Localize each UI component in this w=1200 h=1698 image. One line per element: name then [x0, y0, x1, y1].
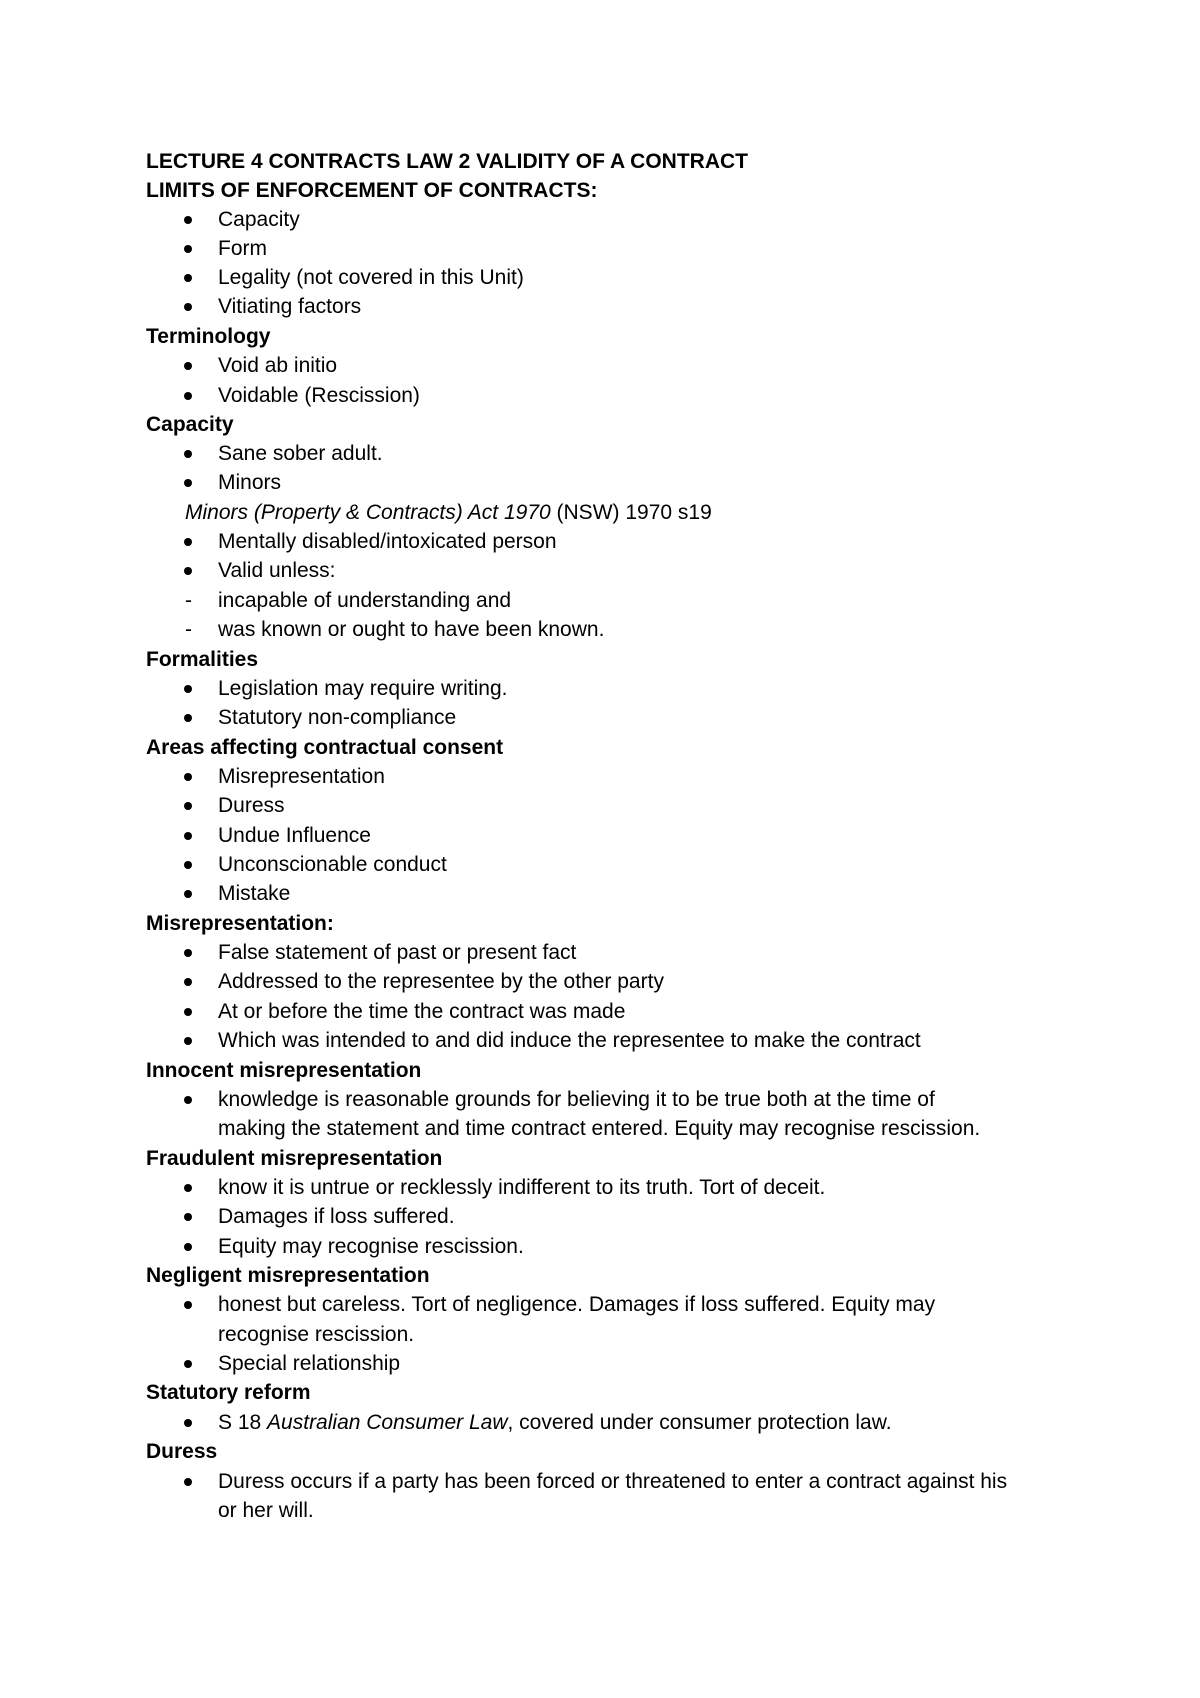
- section-heading-duress: Duress: [146, 1440, 218, 1463]
- bullet: [184, 1243, 192, 1251]
- bullet: [184, 274, 192, 282]
- act-title: Australian Consumer Law: [267, 1411, 508, 1434]
- list-item: honest but careless. Tort of negligence. Damages if loss suffered. Equity may: [0, 1291, 1200, 1319]
- list-item: Minors: [0, 469, 1200, 497]
- bullet: [184, 1478, 192, 1486]
- list-item-continuation: making the statement and time contract entered. Equity may recognise rescission.: [218, 1117, 981, 1140]
- bullet: [184, 1037, 192, 1045]
- list-item: Duress: [0, 792, 1200, 820]
- section-heading-negligent: Negligent misrepresentation: [146, 1264, 430, 1287]
- section-heading-capacity: Capacity: [146, 413, 234, 436]
- bullet: [184, 216, 192, 224]
- bullet: [184, 1419, 192, 1427]
- list-item: Mentally disabled/intoxicated person: [0, 528, 1200, 556]
- section-heading-misrepresentation: Misrepresentation:: [146, 912, 334, 935]
- bullet: [184, 1008, 192, 1016]
- list-item: Addressed to the representee by the other party: [0, 968, 1200, 996]
- section-heading-statutory: Statutory reform: [146, 1381, 311, 1404]
- dash-item: - was known or ought to have been known.: [0, 616, 1200, 644]
- list-item: False statement of past or present fact: [0, 939, 1200, 967]
- bullet: [184, 1301, 192, 1309]
- act-title: Minors (Property & Contracts) Act 1970: [185, 501, 551, 524]
- dash-item: - incapable of understanding and: [0, 587, 1200, 615]
- bullet: [184, 245, 192, 253]
- bullet: [184, 685, 192, 693]
- section-heading-fraudulent: Fraudulent misrepresentation: [146, 1147, 443, 1170]
- section-ref: S 18: [218, 1411, 268, 1434]
- list-item: Undue Influence: [0, 822, 1200, 850]
- list-item: Misrepresentation: [0, 763, 1200, 791]
- list-item: Legality (not covered in this Unit): [0, 264, 1200, 292]
- list-item-continuation: recognise rescission.: [218, 1323, 415, 1346]
- bullet: [184, 714, 192, 722]
- bullet: [184, 538, 192, 546]
- bullet: [184, 890, 192, 898]
- dash-marker: -: [185, 589, 192, 612]
- list-item: Mistake: [0, 880, 1200, 908]
- act-section: (NSW) 1970 s19: [550, 501, 712, 524]
- bullet: [184, 303, 192, 311]
- list-item: Form: [0, 235, 1200, 263]
- bullet: [184, 861, 192, 869]
- bullet: [184, 802, 192, 810]
- list-item-continuation: or her will.: [218, 1499, 314, 1522]
- bullet: [184, 392, 192, 400]
- dash-marker: -: [185, 618, 192, 641]
- list-item: Vitiating factors: [0, 293, 1200, 321]
- list-item: Damages if loss suffered.: [0, 1203, 1200, 1231]
- bullet: [184, 362, 192, 370]
- list-item: Duress occurs if a party has been forced or threatened to enter a contract against his: [0, 1468, 1200, 1496]
- list-item: Capacity: [0, 206, 1200, 234]
- document-title: LECTURE 4 CONTRACTS LAW 2 VALIDITY OF A CONTRACT: [146, 150, 748, 173]
- bullet: [184, 978, 192, 986]
- section-heading-innocent: Innocent misrepresentation: [146, 1059, 422, 1082]
- section-heading-limits: LIMITS OF ENFORCEMENT OF CONTRACTS:: [146, 179, 598, 202]
- list-item: Legislation may require writing.: [0, 675, 1200, 703]
- list-item: knowledge is reasonable grounds for believing it to be true both at the time of: [0, 1086, 1200, 1114]
- section-heading-consent: Areas affecting contractual consent: [146, 736, 504, 759]
- bullet: [184, 773, 192, 781]
- bullet: [184, 479, 192, 487]
- list-item: Equity may recognise rescission.: [0, 1233, 1200, 1261]
- bullet: [184, 1360, 192, 1368]
- list-item: At or before the time the contract was made: [0, 998, 1200, 1026]
- list-item: Special relationship: [0, 1350, 1200, 1378]
- list-item: [0, 1409, 1200, 1437]
- section-heading-formalities: Formalities: [146, 648, 259, 671]
- list-item: Sane sober adult.: [0, 440, 1200, 468]
- text-rest: , covered under consumer protection law.: [507, 1411, 892, 1434]
- list-item: Valid unless:: [0, 557, 1200, 585]
- list-item: Voidable (Rescission): [0, 382, 1200, 410]
- bullet: [184, 567, 192, 575]
- list-item: Which was intended to and did induce the representee to make the contract: [0, 1027, 1200, 1055]
- bullet: [184, 949, 192, 957]
- bullet: [184, 450, 192, 458]
- bullet: [184, 832, 192, 840]
- bullet: [184, 1184, 192, 1192]
- bullet: [184, 1213, 192, 1221]
- section-heading-terminology: Terminology: [146, 325, 271, 348]
- list-item: Statutory non-compliance: [0, 704, 1200, 732]
- bullet: [184, 1096, 192, 1104]
- list-item: Unconscionable conduct: [0, 851, 1200, 879]
- list-item: know it is untrue or recklessly indifferent to its truth. Tort of deceit.: [0, 1174, 1200, 1202]
- act-citation: [185, 499, 1200, 527]
- list-item: Void ab initio: [0, 352, 1200, 380]
